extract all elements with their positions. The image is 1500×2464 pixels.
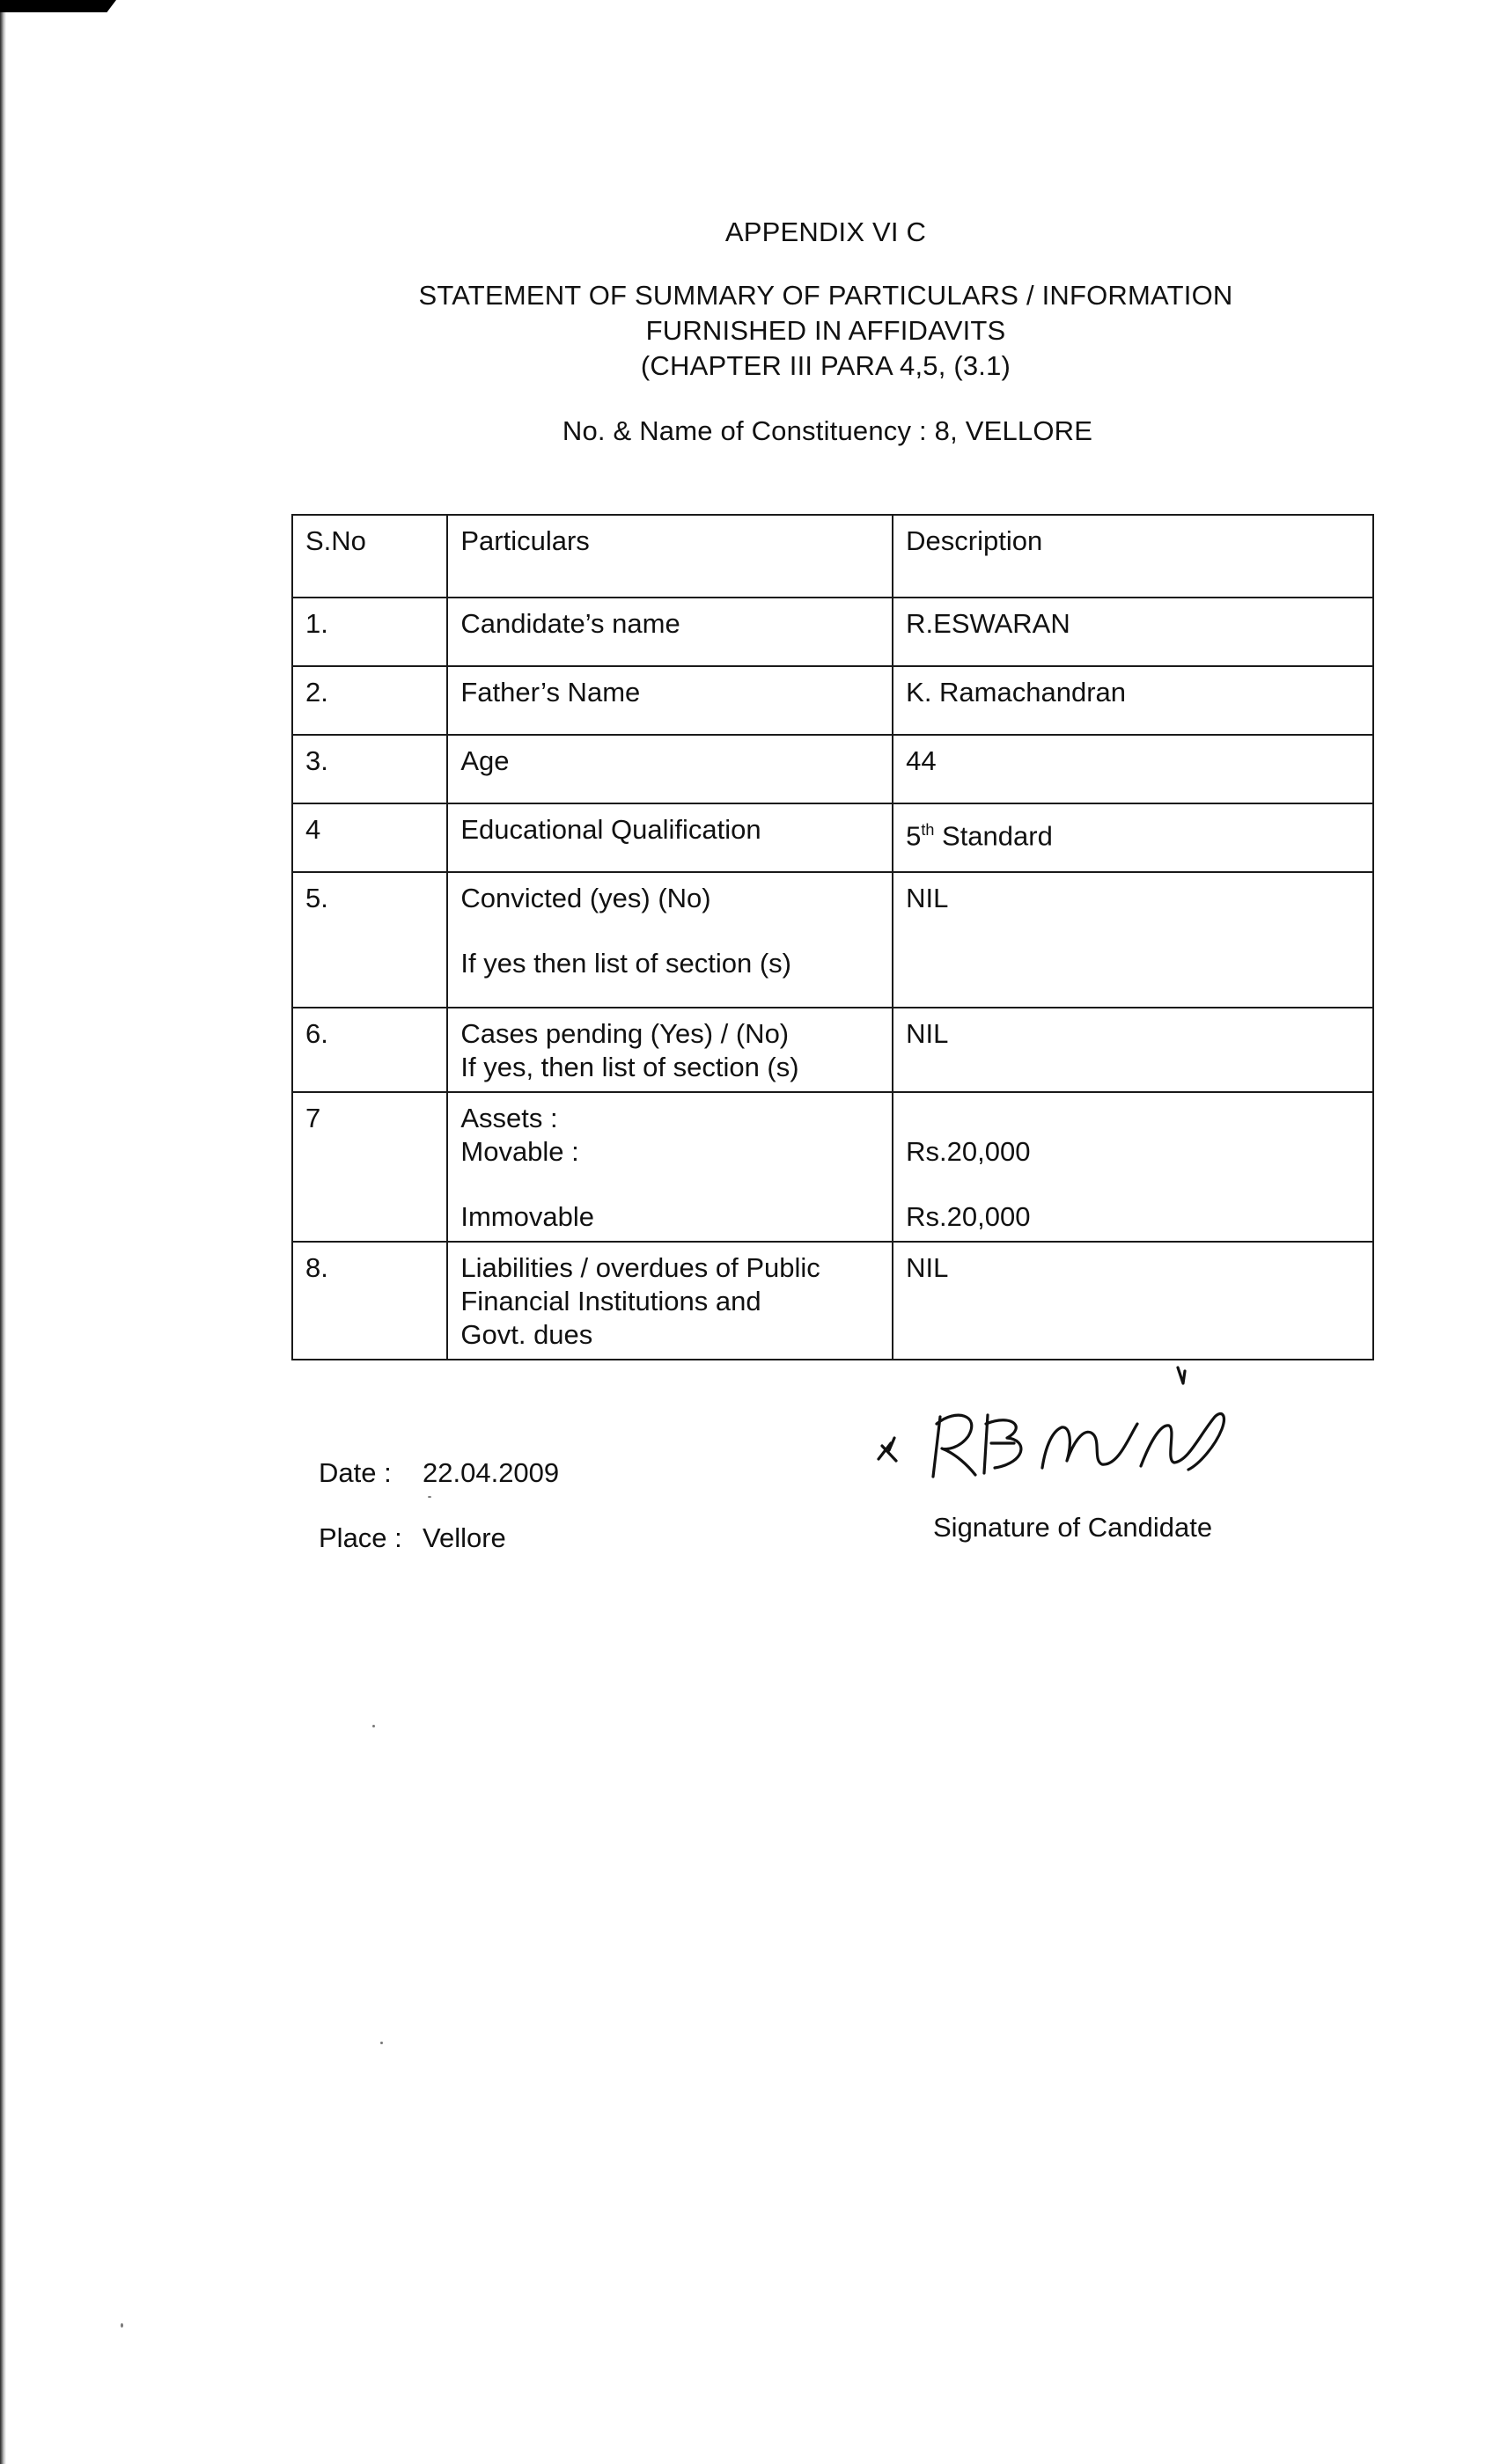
row-sno: 8.	[292, 1242, 447, 1360]
row-particular	[447, 872, 893, 1008]
constituency-line: No. & Name of Constituency : 8, VELLORE	[562, 415, 1093, 446]
row-description: NIL	[893, 872, 1373, 1008]
row-description: R.ESWARAN	[893, 598, 1373, 666]
row-particular	[447, 1242, 893, 1360]
statement-title-line2: FURNISHED IN AFFIDAVITS	[645, 315, 1006, 346]
row-description: NIL	[893, 1008, 1373, 1092]
date-label: Date :	[319, 1457, 392, 1488]
convicted-label: Convicted (yes) (No)	[460, 883, 711, 913]
row-description	[893, 1092, 1373, 1242]
row-description: NIL	[893, 1242, 1373, 1360]
signature-caption: Signature of Candidate	[933, 1512, 1213, 1543]
immovable-label: Immovable	[460, 1201, 594, 1232]
statement-title-line1: STATEMENT OF SUMMARY OF PARTICULARS / INFORMATION	[418, 280, 1233, 311]
header-particulars: Particulars	[447, 515, 893, 598]
assets-label: Assets :	[460, 1103, 558, 1133]
scan-speck	[380, 2042, 383, 2044]
table-row	[292, 666, 1373, 735]
row-sno: 7	[292, 1092, 447, 1242]
header-description: Description	[893, 515, 1373, 598]
row-sno: 4	[292, 803, 447, 872]
row-description: 44	[893, 735, 1373, 803]
row-particular: Age	[447, 735, 893, 803]
row-particular: Candidate’s name	[447, 598, 893, 666]
handwritten-signature	[871, 1362, 1268, 1503]
qualification-number: 5	[906, 820, 922, 852]
header-sno: S.No	[292, 515, 447, 598]
statement-title-line3: (CHAPTER III PARA 4,5, (3.1)	[640, 350, 1011, 381]
table-row	[292, 1008, 1373, 1092]
particulars-table	[291, 514, 1374, 1360]
table-header-row	[292, 515, 1373, 598]
scan-speck	[428, 1496, 431, 1498]
liabilities-line2: Financial Institutions and	[460, 1286, 761, 1316]
table-row	[292, 598, 1373, 666]
row-sno: 5.	[292, 872, 447, 1008]
qualification-suffix: th	[921, 821, 935, 839]
row-particular	[447, 1092, 893, 1242]
row-particular	[447, 1008, 893, 1092]
qualification-text: Standard	[934, 820, 1053, 852]
liabilities-line1: Liabilities / overdues of Public	[460, 1252, 820, 1283]
date-value: 22.04.2009	[423, 1457, 560, 1488]
liabilities-line3: Govt. dues	[460, 1319, 593, 1350]
scan-corner-mark	[0, 0, 116, 12]
row-sno: 2.	[292, 666, 447, 735]
movable-value: Rs.20,000	[906, 1136, 1031, 1167]
convicted-sublabel: If yes then list of section (s)	[460, 948, 791, 979]
row-description: K. Ramachandran	[893, 666, 1373, 735]
row-sno: 1.	[292, 598, 447, 666]
movable-label: Movable :	[460, 1136, 579, 1167]
scan-speck	[372, 1725, 375, 1727]
row-sno: 3.	[292, 735, 447, 803]
table-row	[292, 1242, 1373, 1360]
table-row	[292, 735, 1373, 803]
scan-speck	[121, 2323, 123, 2328]
cases-pending-label: Cases pending (Yes) / (No)	[460, 1018, 790, 1049]
place-label: Place :	[319, 1522, 402, 1553]
row-sno: 6.	[292, 1008, 447, 1092]
table-row	[292, 803, 1373, 872]
row-particular: Educational Qualification	[447, 803, 893, 872]
cases-pending-sublabel: If yes, then list of section (s)	[460, 1052, 799, 1082]
table-row	[292, 1092, 1373, 1242]
row-description	[893, 803, 1373, 872]
row-particular: Father’s Name	[447, 666, 893, 735]
place-value: Vellore	[423, 1522, 506, 1553]
table-row	[292, 872, 1373, 1008]
immovable-value: Rs.20,000	[906, 1201, 1031, 1232]
appendix-heading: APPENDIX VI C	[724, 216, 927, 247]
